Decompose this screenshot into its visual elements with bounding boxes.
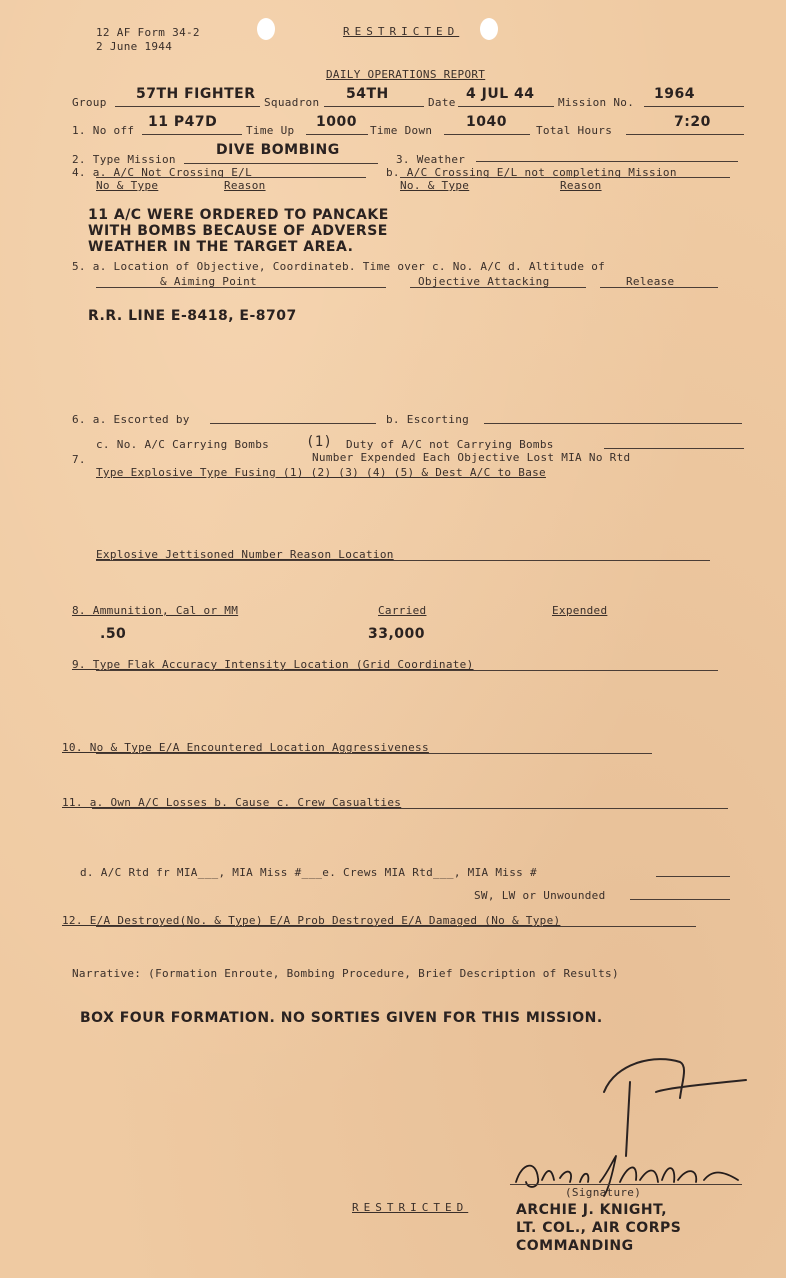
classification-top: RESTRICTED [343,25,460,38]
carrying-bombs-value: (1) [306,434,333,450]
no-off-label: 1. No off [72,124,135,137]
type-mission-label: 2. Type Mission [72,153,176,166]
remark-line-3: WEATHER IN THE TARGET AREA. [88,239,354,255]
carrying-bombs-label: c. No. A/C Carrying Bombs [96,438,270,451]
flak-header: 9. Type Flak Accuracy Intensity Location (Grid Coordinate) [72,658,474,671]
time-down-value: 1040 [466,114,507,130]
weather-label: 3. Weather [396,153,466,166]
total-hours-label: Total Hours [536,124,613,137]
signer-rank: LT. COL., AIR CORPS [516,1220,682,1236]
losses-header: 11. a. Own A/C Losses b. Cause c. Crew Casualties [62,796,402,809]
signature-caption: (Signature) [565,1186,642,1199]
a-c-not-crossing-label: 4. a. A/C Not Crossing E/L [72,166,252,179]
date-value: 4 JUL 44 [466,86,535,102]
item-7-number: 7. [72,453,86,466]
form-title: DAILY OPERATIONS REPORT [326,68,486,81]
no-type-sub-1: No & Type [96,179,159,192]
no-off-value: 11 P47D [148,114,218,130]
a-c-crossing-label: b. A/C Crossing E/L not completing Mission [386,166,677,179]
no-type-sub-2: No. & Type [400,179,470,192]
reason-sub-2: Reason [560,179,602,192]
form-number: 12 AF Form 34-2 [96,26,200,39]
aiming-point-sub: & Aiming Point [160,275,257,288]
remark-line-1: 11 A/C WERE ORDERED TO PANCAKE [88,207,389,223]
punch-hole-right [480,18,498,40]
caliber-value: .50 [100,626,127,642]
narrative-value: BOX FOUR FORMATION. NO SORTIES GIVEN FOR THIS MISSION. [80,1010,603,1026]
form-date: 2 June 1944 [96,40,173,53]
objective-header: 5. a. Location of Objective, Coordinateb. Time over c. No. A/C d. Altitude of [72,260,606,273]
wounded-label: SW, LW or Unwounded [474,889,606,902]
narrative-label: Narrative: (Formation Enroute, Bombing Procedure, Brief Description of Results) [72,967,619,980]
squadron-label: Squadron [264,96,320,109]
carried-value: 33,000 [368,626,426,642]
classification-bottom: RESTRICTED [352,1201,469,1214]
expenditure-header-bottom: Type Explosive Type Fusing (1) (2) (3) (4) (5) & Dest A/C to Base [96,466,546,479]
squadron-value: 54TH [346,86,389,102]
enemy-aircraft-header: 10. No & Type E/A Encountered Location Aggressiveness [62,741,429,754]
punch-hole-left [257,18,275,40]
reason-sub-1: Reason [224,179,266,192]
expenditure-header-top: Number Expended Each Objective Lost MIA No Rtd [312,451,631,464]
time-up-value: 1000 [316,114,357,130]
signer-name: ARCHIE J. KNIGHT, [516,1202,668,1218]
ea-destroyed-header: 12. E/A Destroyed(No. & Type) E/A Prob Destroyed E/A Damaged (No & Type) [62,914,561,927]
group-value: 57TH FIGHTER [136,86,256,102]
objective-value: R.R. LINE E-8418, E-8707 [88,308,297,324]
objective-attacking-sub: Objective Attacking [418,275,550,288]
carried-label: Carried [378,604,427,617]
group-label: Group [72,96,107,109]
remark-line-2: WITH BOMBS BECAUSE OF ADVERSE [88,223,388,239]
escorted-by-label: 6. a. Escorted by [72,413,190,426]
expended-label: Expended [552,604,608,617]
signer-role: COMMANDING [516,1238,634,1254]
time-up-label: Time Up [246,124,295,137]
total-hours-value: 7:20 [674,114,711,130]
mission-value: 1964 [654,86,695,102]
date-label: Date [428,96,456,109]
escorting-label: b. Escorting [386,413,470,426]
type-mission-value: DIVE BOMBING [216,142,340,158]
duty-label: Duty of A/C not Carrying Bombs [346,438,554,451]
mission-label: Mission No. [558,96,635,109]
time-down-label: Time Down [370,124,433,137]
jettison-header: Explosive Jettisoned Number Reason Location [96,548,394,561]
approval-initials-mark [596,1052,756,1162]
mia-returns-line: d. A/C Rtd fr MIA___, MIA Miss #___e. Crews MIA Rtd___, MIA Miss # [80,866,537,879]
ammunition-label: 8. Ammunition, Cal or MM [72,604,239,617]
release-sub: Release [626,275,675,288]
